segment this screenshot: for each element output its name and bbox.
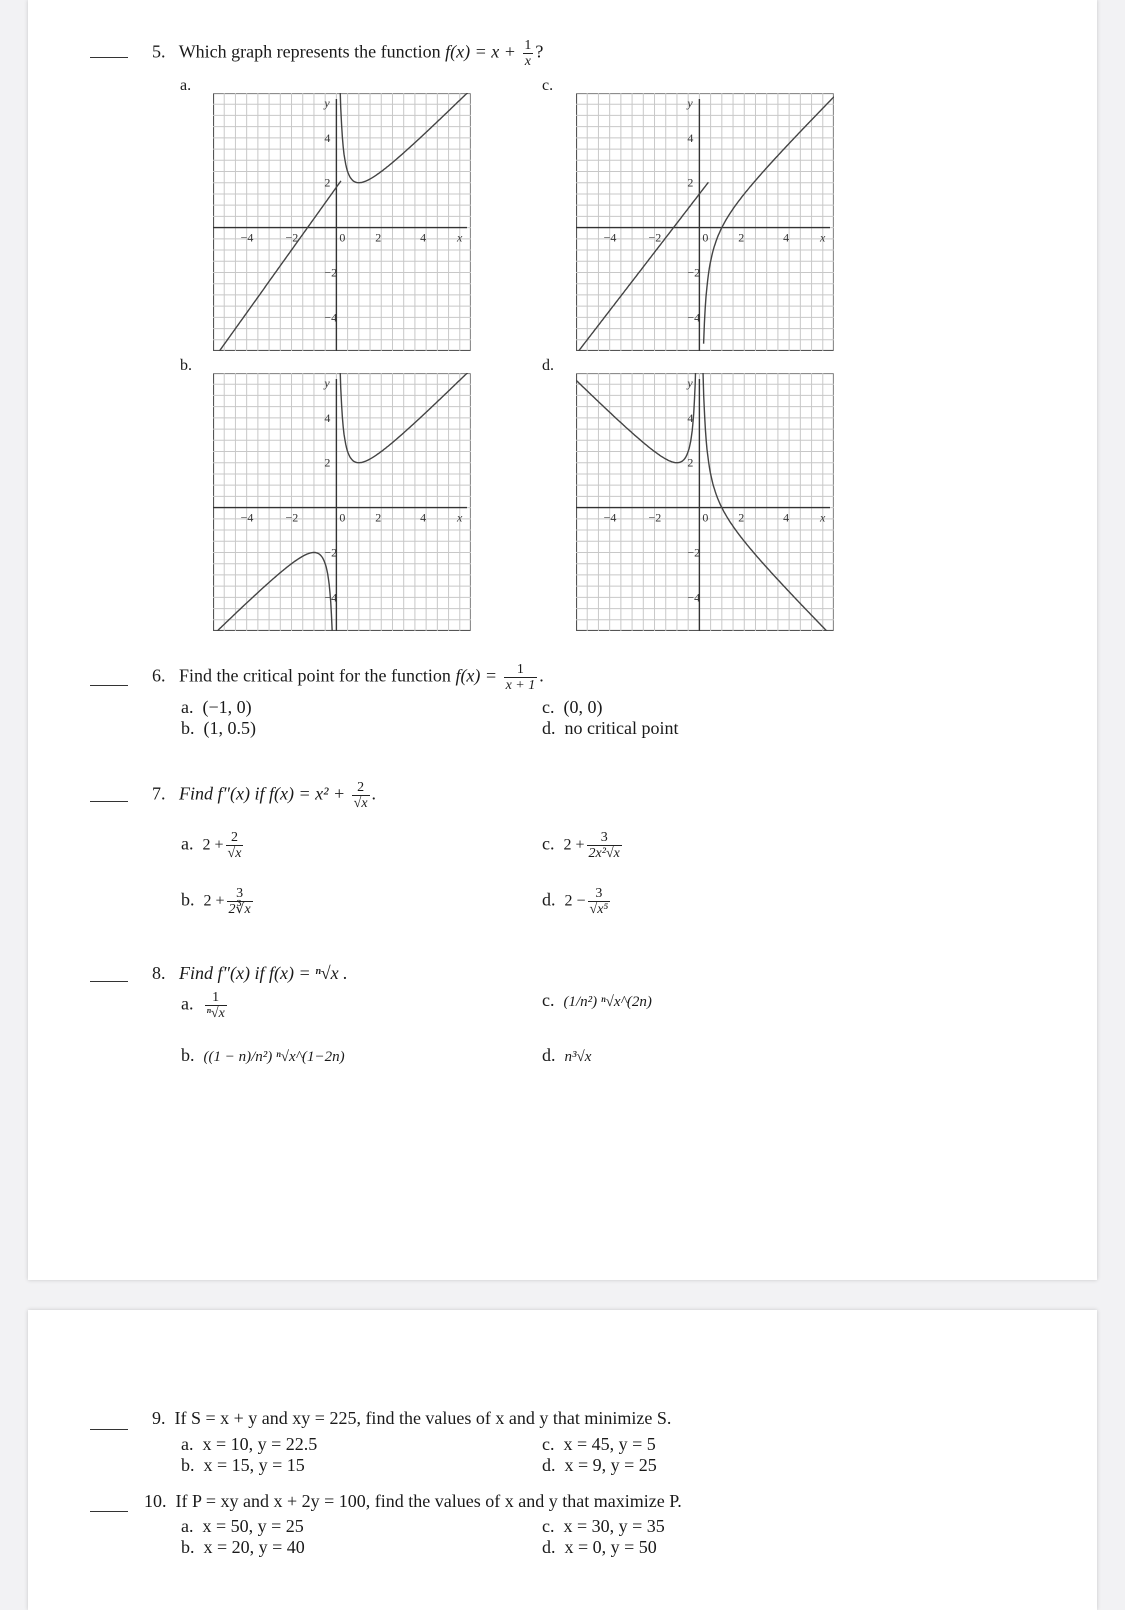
x-tick-label: −2 [285,230,299,245]
x-tick-label: 2 [375,510,382,525]
x-tick-label: 4 [783,230,790,245]
y-tick-label: 4 [324,130,331,145]
option-10d[interactable]: d. x = 0, y = 50 [542,1537,657,1557]
answer-blank-q9[interactable] [90,1429,128,1430]
y-tick-label: −2 [324,265,338,280]
option-6b[interactable]: b. (1, 0.5) [181,718,256,738]
x-tick-label: 2 [738,230,745,245]
option-10c[interactable]: c. x = 30, y = 35 [542,1516,665,1536]
x-tick-label: 2 [375,230,382,245]
option-10a[interactable]: a. x = 50, y = 25 [181,1516,304,1536]
option-7a[interactable]: a. 2 + $\frac{2}{√x}$ [181,830,242,861]
answer-blank-q5[interactable] [90,57,128,58]
option-8a[interactable]: a. $\frac{1}{\text{ⁿ√x}}$ [181,990,225,1021]
y-tick-label: −4 [687,310,701,325]
graph-d[interactable] [576,373,834,631]
function-expr: f(x) = x + [445,41,516,62]
option-7b[interactable]: b. 2 + $\frac{3}{2∛x}$ [181,886,251,917]
graph-a[interactable] [213,93,471,351]
question-text: Which graph represents the function [178,41,441,62]
origin-label: 0 [702,510,709,525]
option-label-b: b. [180,357,192,374]
answer-blank-q6[interactable] [90,685,128,686]
answer-blank-q10[interactable] [90,1511,128,1512]
option-6d[interactable]: d. no critical point [542,718,679,738]
origin-label: 0 [339,510,346,525]
worksheet-page-1 [28,0,1097,1280]
y-tick-label: −4 [687,590,701,605]
option-9a[interactable]: a. x = 10, y = 22.5 [181,1434,318,1454]
question-10: 10. If P = xy and x + 2y = 100, find the values of x and y that maximize P. [144,1491,682,1511]
graph-a-svg [213,93,471,351]
y-axis-label: y [687,376,693,390]
option-6a[interactable]: a. (−1, 0) [181,697,252,717]
answer-blank-q7[interactable] [90,801,128,802]
x-tick-label: −4 [603,230,617,245]
option-7d[interactable]: d. 2 − $\frac{3}{\text{√x⁵}}$ [542,886,609,917]
option-8c[interactable]: c. (1/n²) ⁿ√x^(2n) [542,990,652,1010]
option-8d[interactable]: d. n³√x [542,1045,592,1065]
y-tick-label: −4 [324,310,338,325]
y-tick-label: 2 [687,175,694,190]
question-9: 9. If S = x + y and xy = 225, find the values of x and y that minimize S. [152,1408,672,1428]
x-tick-label: 4 [420,230,427,245]
y-axis-label: y [687,96,693,110]
option-8b[interactable]: b. ((1 − n)/n²) ⁿ√x^(1−2n) [181,1045,345,1065]
x-tick-label: −2 [285,510,299,525]
origin-label: 0 [339,230,346,245]
graph-c-svg [576,93,834,351]
question-8: 8. Find f″(x) if f(x) = ⁿ√x . [152,963,348,983]
question-5: 5. Which graph represents the function f(x) = x + $\frac{1}{x}$ ? [152,38,544,69]
x-tick-label: −4 [240,510,254,525]
x-tick-label: 2 [738,510,745,525]
x-tick-label: −4 [603,510,617,525]
y-tick-label: 2 [324,175,331,190]
graph-b[interactable] [213,373,471,631]
y-tick-label: 2 [687,455,694,470]
x-tick-label: −2 [648,510,662,525]
y-axis-label: y [324,96,330,110]
option-9d[interactable]: d. x = 9, y = 25 [542,1455,657,1475]
option-label-a: a. [180,77,192,94]
question-7: 7. Find f″(x) if f(x) = x² + $\frac{2}{√x}$ . [152,780,377,811]
graph-b-svg [213,373,471,631]
question-6: 6. Find the critical point for the function f(x) = $\frac{1}{x + 1}$ . [152,662,544,693]
option-7c[interactable]: c. 2 + $\frac{3}{\text{2x²√x}}$ [542,830,620,861]
x-axis-label: x [820,230,826,245]
y-tick-label: 2 [324,455,331,470]
option-6c[interactable]: c. (0, 0) [542,697,603,717]
graph-d-svg [576,373,834,631]
y-tick-label: 4 [324,410,331,425]
option-9c[interactable]: c. x = 45, y = 5 [542,1434,656,1454]
fraction: $\frac{1}{x}$ [524,38,532,69]
x-tick-label: −2 [648,230,662,245]
option-10b[interactable]: b. x = 20, y = 40 [181,1537,305,1557]
x-tick-label: 4 [783,510,790,525]
option-label-c: c. [542,77,554,94]
option-9b[interactable]: b. x = 15, y = 15 [181,1455,305,1475]
y-tick-label: −2 [324,545,338,560]
origin-label: 0 [702,230,709,245]
worksheet-page-2 [28,1310,1097,1610]
x-tick-label: 4 [420,510,427,525]
x-axis-label: x [820,510,826,525]
y-axis-label: y [324,376,330,390]
option-label-d: d. [542,357,554,374]
question-number: 5. [152,41,166,62]
y-tick-label: −2 [687,265,701,280]
x-axis-label: x [457,510,463,525]
x-tick-label: −4 [240,230,254,245]
x-axis-label: x [457,230,463,245]
y-tick-label: 4 [687,130,694,145]
y-tick-label: −2 [687,545,701,560]
graph-c[interactable] [576,93,834,351]
y-tick-label: 4 [687,410,694,425]
answer-blank-q8[interactable] [90,981,128,982]
y-tick-label: −4 [324,590,338,605]
